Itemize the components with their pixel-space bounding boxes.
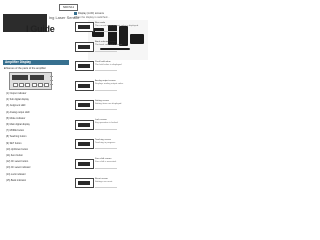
screen-entry-desc: Settings are reset. bbox=[95, 180, 113, 183]
screen-thumbnail bbox=[75, 139, 94, 149]
screen-entry-title: Lock screen bbox=[95, 119, 107, 121]
parts-list-item: (14) Lock indicator bbox=[6, 172, 26, 176]
screen-entry-desc: Setting items are displayed. bbox=[95, 102, 122, 105]
screen-entry-desc: Teaching in progress. bbox=[95, 141, 116, 144]
entry-rule bbox=[95, 90, 117, 91]
up-button bbox=[32, 83, 37, 87]
screen-thumbnail bbox=[75, 22, 94, 32]
mode-button bbox=[13, 83, 18, 87]
entry-rule bbox=[95, 129, 117, 130]
screen-entry-text bbox=[95, 22, 147, 28]
document-title: ing Laser Sensor bbox=[49, 15, 80, 20]
screen-entry-text bbox=[95, 61, 147, 67]
screen-entry-desc: Zero shift is executed. bbox=[95, 161, 117, 163]
screen-entry-desc: Displays analog output value. bbox=[95, 83, 124, 85]
screen-thumbnail-display bbox=[78, 103, 90, 107]
screen-entry-text bbox=[95, 139, 147, 145]
screen-thumbnail bbox=[75, 61, 94, 71]
screen-entry-title: Bank selected screen bbox=[95, 41, 116, 43]
entry-rule bbox=[95, 187, 117, 188]
screen-entry-desc: The bank selected is shown. bbox=[95, 44, 123, 46]
parts-list-item: (7) MODE button bbox=[6, 129, 25, 133]
entry-rule bbox=[95, 168, 117, 169]
entry-rule bbox=[95, 31, 117, 32]
sub-display bbox=[30, 75, 44, 80]
right-subheading: When the display is switched... bbox=[74, 16, 110, 19]
screen-thumbnail-display bbox=[78, 162, 90, 166]
parts-list-item: (8) Teaching button bbox=[6, 135, 27, 139]
parts-list-item: (9) SET button bbox=[6, 141, 22, 145]
screen-entry-text bbox=[95, 119, 147, 125]
teach-button bbox=[19, 83, 24, 87]
main-display bbox=[12, 75, 28, 80]
down-button bbox=[38, 83, 43, 87]
section-header-amplifier: Amplifier Display bbox=[3, 60, 69, 65]
parts-list-item: (5) Mode indicator bbox=[6, 116, 26, 120]
screen-thumbnail-display bbox=[78, 45, 90, 49]
screen-entry-title: Peak hold value bbox=[95, 60, 111, 63]
screen-thumbnail bbox=[75, 120, 94, 130]
screen-entry-desc: The held value is displayed. bbox=[95, 63, 122, 66]
parts-list-item: (3) Judgment LED bbox=[6, 104, 26, 108]
right-heading: Display (LCD) screens bbox=[74, 12, 104, 15]
screen-entry-text bbox=[95, 80, 147, 86]
document-tag: NDFS11 bbox=[59, 4, 78, 11]
parts-list-item: (15) Bank indicator bbox=[6, 178, 27, 182]
screen-entry-title: Run mode bbox=[95, 21, 106, 24]
entry-rule bbox=[95, 70, 117, 71]
screen-entry-text bbox=[95, 178, 147, 184]
amplifier-panel-diagram bbox=[9, 72, 52, 90]
parts-list-item: (11) Zero button bbox=[6, 154, 23, 157]
parts-subhead: ■ Names of the parts of the amplifier bbox=[4, 67, 46, 70]
screen-thumbnail bbox=[75, 178, 94, 188]
entry-rule bbox=[95, 51, 117, 52]
screen-thumbnail-display bbox=[78, 84, 90, 88]
screen-entry-title: Reset screen bbox=[95, 177, 108, 180]
entry-rule bbox=[95, 148, 117, 149]
screen-thumbnail bbox=[75, 42, 94, 52]
parts-list-item: (13) Ch select indicator bbox=[6, 166, 31, 170]
parts-list-item: (10) Up/Down button bbox=[6, 147, 29, 151]
parts-list-item: (2) Sub digital display bbox=[6, 98, 29, 102]
screen-thumbnail-display bbox=[78, 123, 90, 127]
screen-entry-text bbox=[95, 41, 147, 47]
screen-entry-title: Zero shift screen bbox=[95, 158, 112, 160]
screen-entry-text bbox=[95, 100, 147, 106]
screen-thumbnail-display bbox=[78, 25, 90, 29]
screen-thumbnail bbox=[75, 100, 94, 110]
parts-list-item: (6) Main digital display bbox=[6, 123, 30, 126]
screen-entry-text bbox=[95, 158, 147, 164]
screen-entry-title: Analog output screen bbox=[95, 80, 116, 82]
screen-entry-desc: Key operation is locked. bbox=[95, 122, 119, 124]
entry-rule bbox=[95, 109, 117, 110]
screen-entry-desc: The current measurement value is displayed. bbox=[95, 24, 139, 27]
screen-thumbnail-display bbox=[78, 64, 90, 68]
zero-button bbox=[44, 83, 49, 87]
screen-entry-title: Teaching screen bbox=[95, 138, 111, 141]
parts-list-item: (4) Analog output LED bbox=[6, 110, 30, 114]
screen-thumbnail bbox=[75, 81, 94, 91]
parts-list-item: (1) Output indicator bbox=[6, 92, 27, 95]
screen-entry-title: Setting screen bbox=[95, 99, 109, 102]
screen-thumbnail bbox=[75, 159, 94, 169]
screen-thumbnail-display bbox=[78, 181, 90, 185]
screen-thumbnail-display bbox=[78, 142, 90, 146]
set-button bbox=[25, 83, 30, 87]
parts-list-item: (12) Ch select button bbox=[6, 160, 29, 164]
guide-title: l Guide bbox=[26, 24, 55, 34]
